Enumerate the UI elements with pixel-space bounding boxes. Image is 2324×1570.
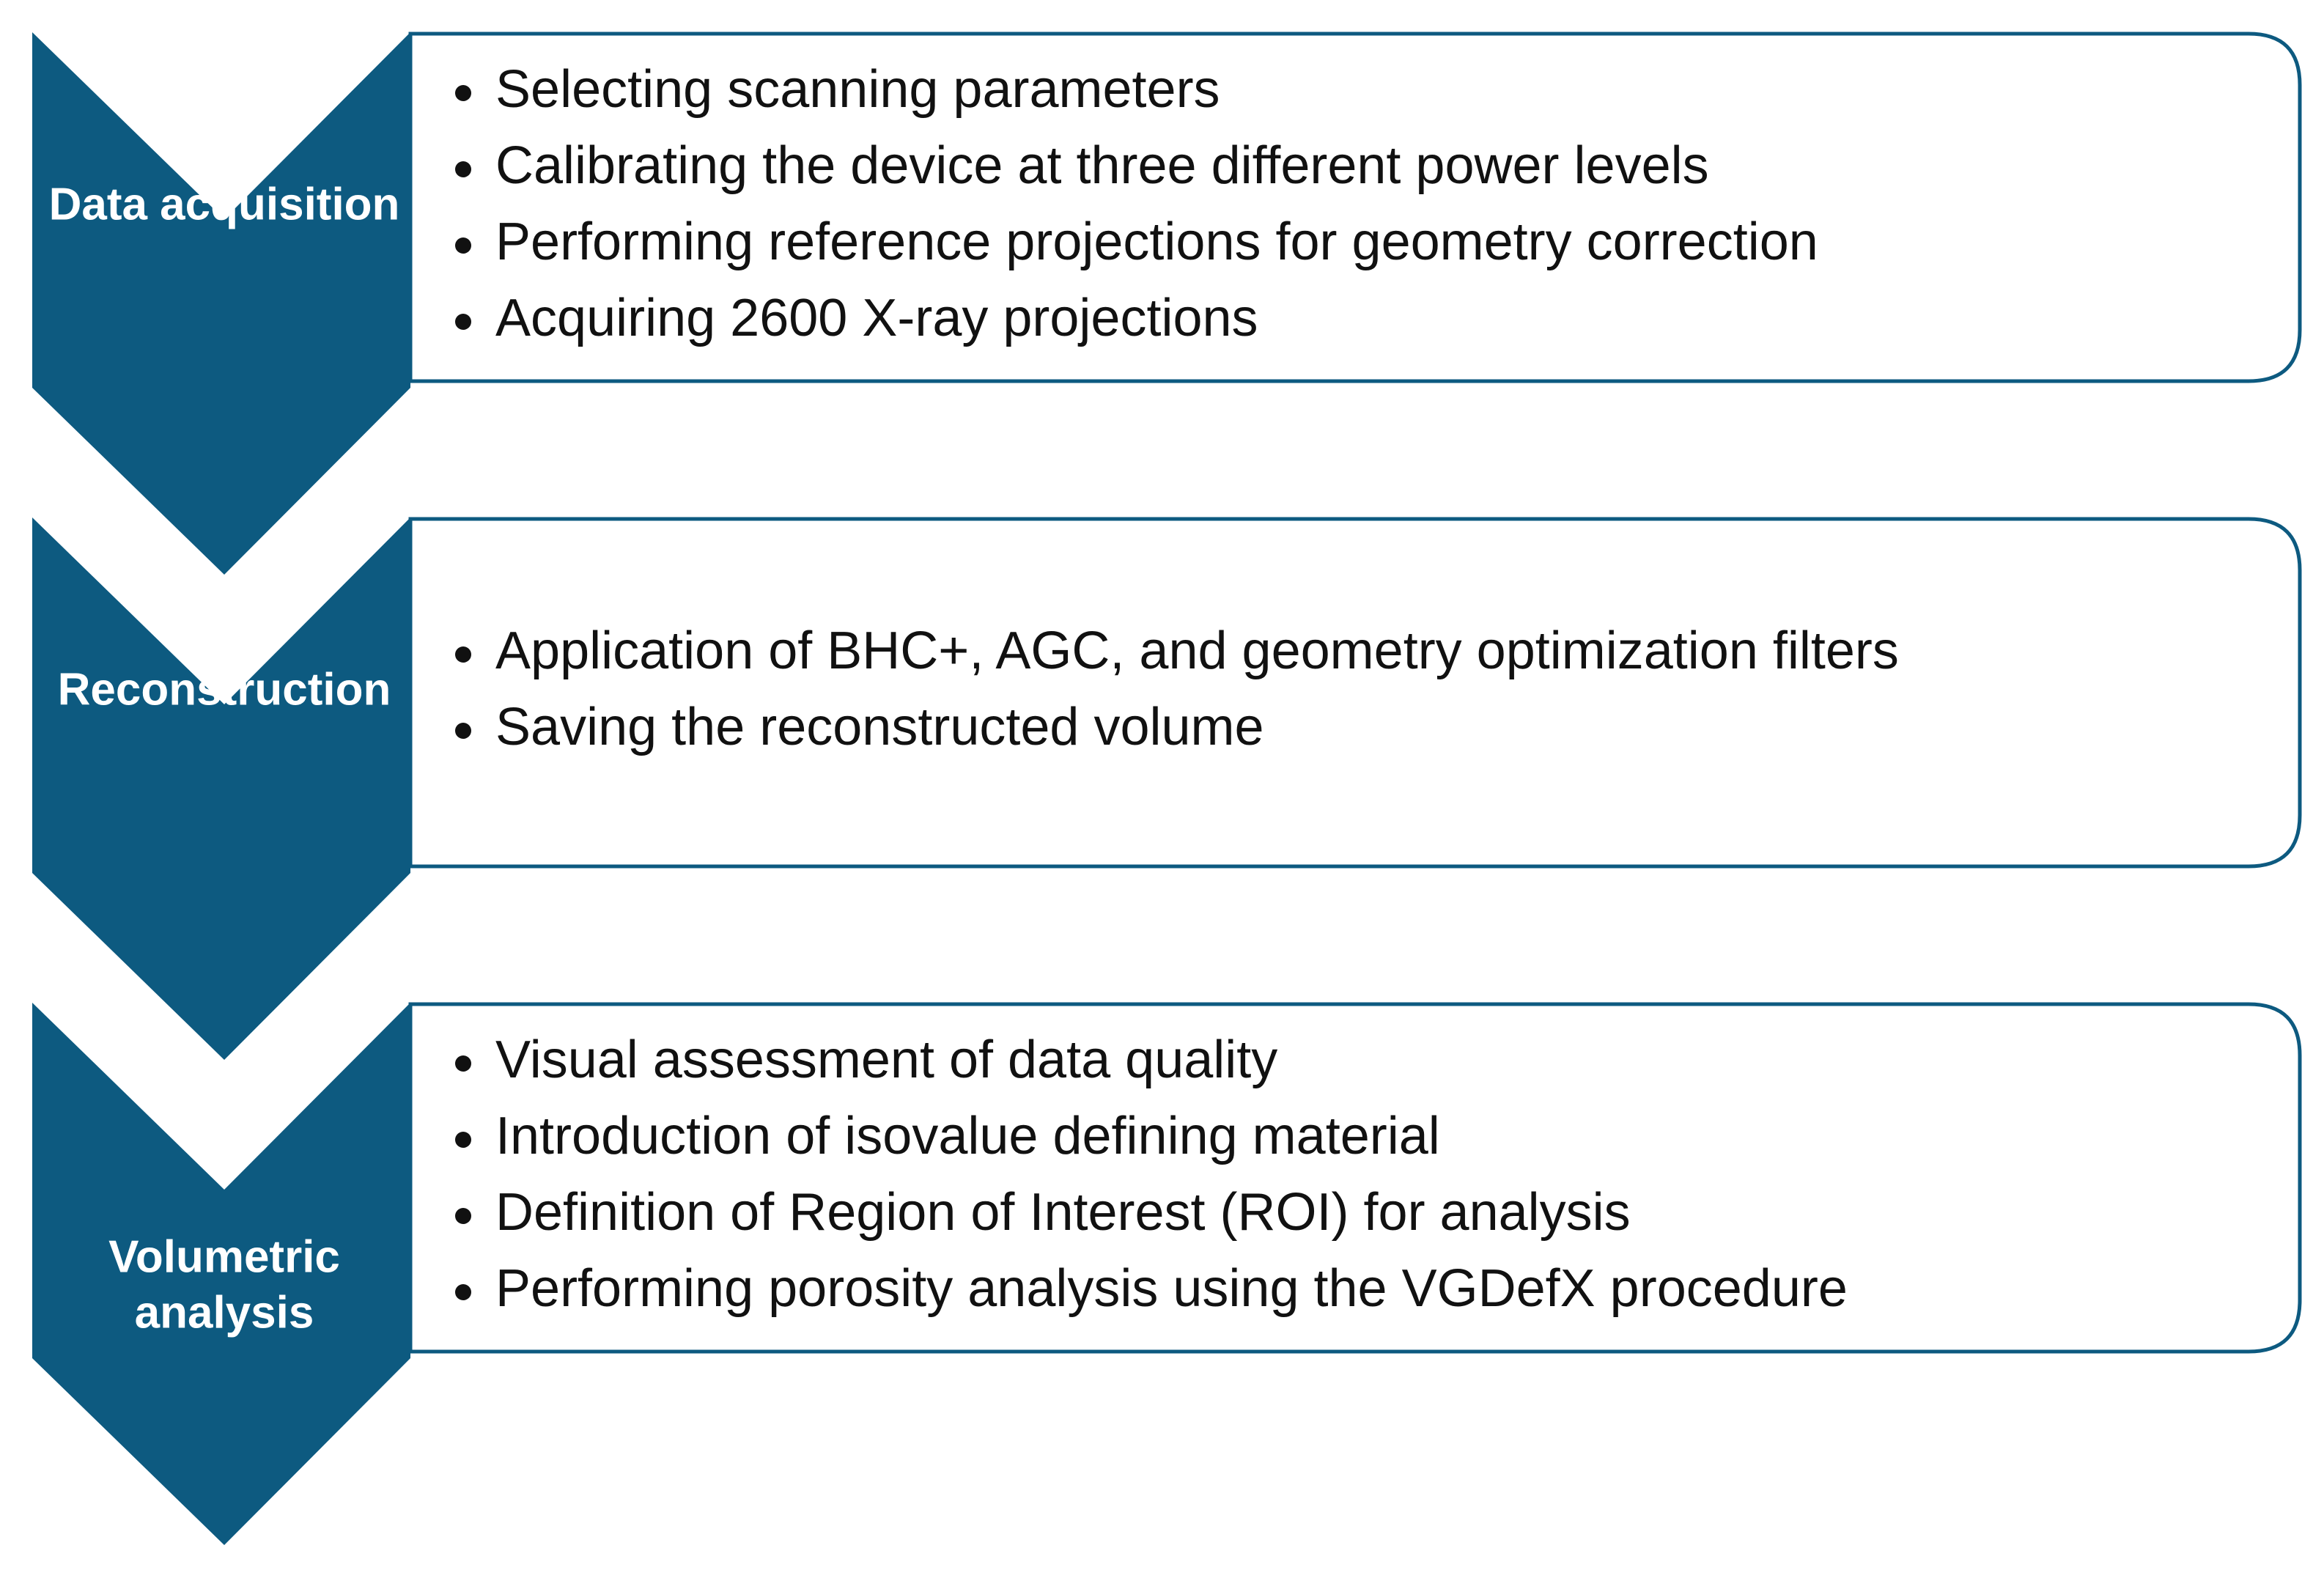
bullet-dot-icon: [455, 1132, 471, 1148]
step-3: [32, 1003, 2300, 1545]
step-bullet-item: Performing porosity analysis using the VGDefX procedure: [495, 1259, 1848, 1319]
bullet-dot-icon: [455, 1208, 471, 1224]
step-label-line: Volumetric: [108, 1231, 340, 1283]
step-content-box: [410, 519, 2300, 866]
step-label-line: Data acquisition: [48, 179, 400, 230]
bullet-dot-icon: [455, 85, 471, 101]
step-bullet-item: Application of BHC+, AGC, and geometry optimization filters: [495, 622, 1899, 681]
steps-layer: [32, 32, 2300, 1545]
step-1: [32, 32, 2300, 575]
step-label-line: Reconstruction: [57, 664, 391, 715]
step-2: [32, 517, 2300, 1060]
bullet-dot-icon: [455, 161, 471, 177]
step-label-line: analysis: [134, 1287, 314, 1338]
bullet-dot-icon: [455, 1055, 471, 1072]
step-bullet-item: Saving the reconstructed volume: [495, 698, 1264, 757]
step-chevron: [32, 517, 410, 1060]
bullet-dot-icon: [455, 1284, 471, 1300]
step-bullet-item: Definition of Region of Interest (ROI) for analysis: [495, 1183, 1631, 1242]
step-bullet-item: Calibrating the device at three different power levels: [495, 136, 1709, 196]
bullet-dot-icon: [455, 314, 471, 330]
step-bullet-item: Performing reference projections for geometry correction: [495, 213, 1818, 272]
step-chevron: [32, 32, 410, 575]
step-bullet-item: Acquiring 2600 X-ray projections: [495, 289, 1258, 348]
step-bullet-item: Visual assessment of data quality: [495, 1031, 1278, 1090]
step-bullet-item: Selecting scanning parameters: [495, 60, 1220, 119]
bullet-dot-icon: [455, 646, 471, 663]
step-bullet-item: Introduction of isovalue defining material: [495, 1107, 1440, 1166]
bullet-dot-icon: [455, 723, 471, 739]
bullet-dot-icon: [455, 237, 471, 254]
